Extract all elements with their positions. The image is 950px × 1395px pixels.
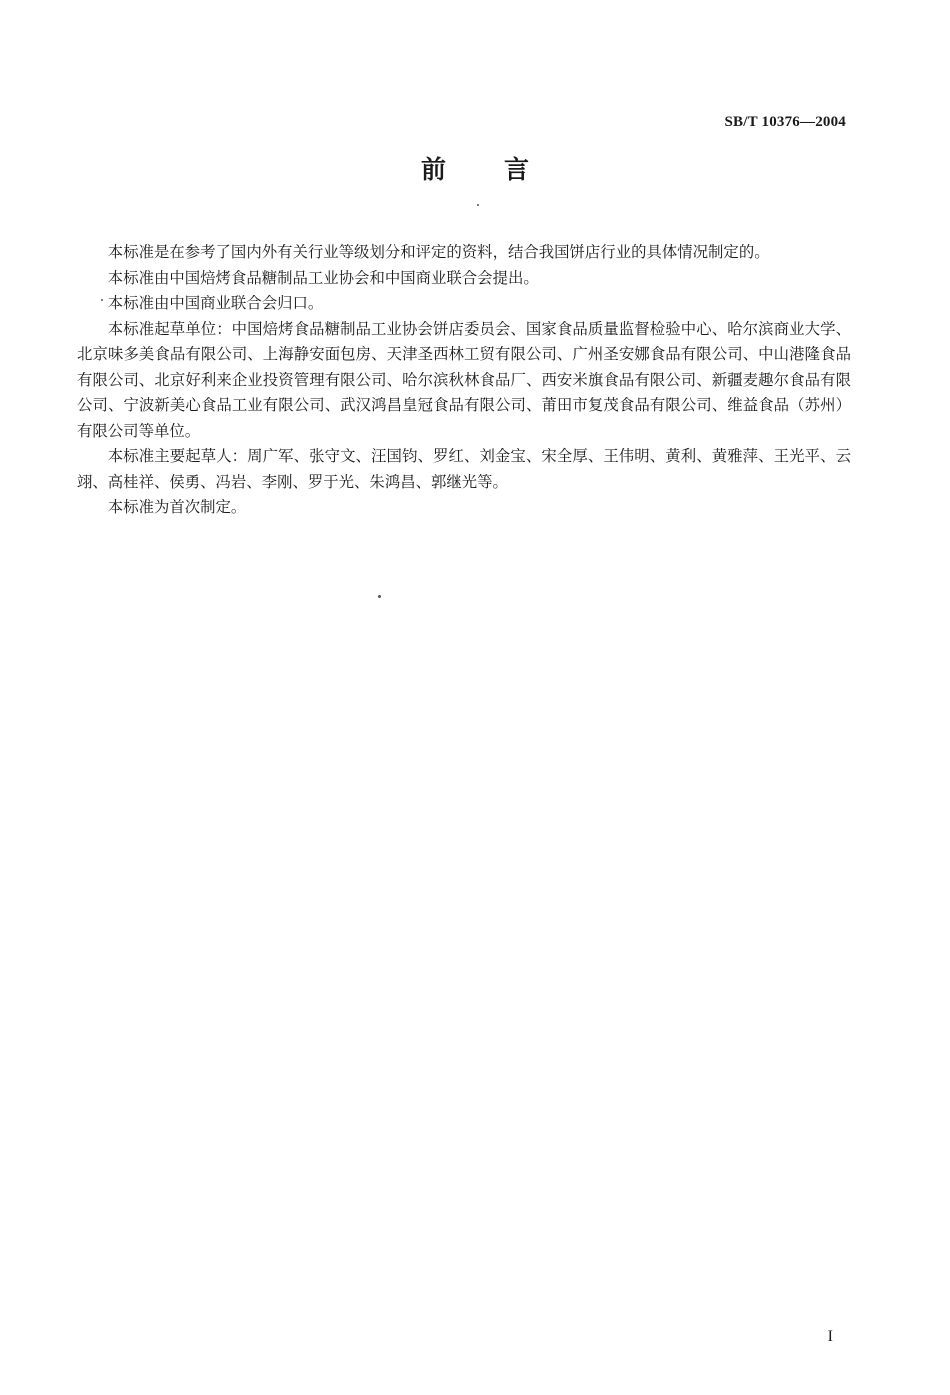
scan-speck: [477, 204, 479, 206]
standard-code: SB/T 10376—2004: [724, 114, 846, 130]
scan-speck: [378, 595, 381, 598]
paragraph-drafters: 本标准主要起草人：周广军、张守文、汪国钧、罗红、刘金宝、宋全厚、王伟明、黄利、黄雅萍、王光平、云翊、高桂祥、侯勇、冯岩、李刚、罗于光、朱鸿昌、郭继光等。: [77, 447, 851, 491]
paragraph-proposed-by: 本标准由中国焙烤食品糖制品工业协会和中国商业联合会提出。: [107, 268, 539, 287]
title-part-2: 言: [504, 155, 530, 184]
paragraph-reference: 本标准是在参考了国内外有关行业等级划分和评定的资料，结合我国饼店行业的具体情况制定的。: [107, 243, 770, 261]
paragraph-first-edition: 本标准为首次制定。: [107, 498, 247, 516]
scan-speck: [101, 299, 103, 301]
paragraph-centralized-by: 本标准由中国商业联合会归口。: [107, 294, 324, 312]
title-part-1: 前: [420, 155, 446, 184]
page-number: I: [827, 1328, 833, 1345]
page-title: [0, 150, 950, 186]
paragraph-drafting-units: 本标准起草单位：中国焙烤食品糖制品工业协会饼店委员会、国家食品质量监督检验中心、哈尔滨商业大学、北京味多美食品有限公司、上海静安面包房、天津圣西林工贸有限公司、广州圣安娜食品有限公司、中山港隆食品有限公司、北京好利来企业投资管理有限公司、哈尔滨秋林食品厂、西安米旗食品有限公司、新疆麦趣尔食品有限公司、宁波新美心食品工业有限公司、武汉鸿昌皇冠食品有限公司、莆田市复茂食品有限公司、维益食品（苏州）有限公司等单位。: [77, 319, 851, 440]
foreword-body: [77, 240, 851, 521]
